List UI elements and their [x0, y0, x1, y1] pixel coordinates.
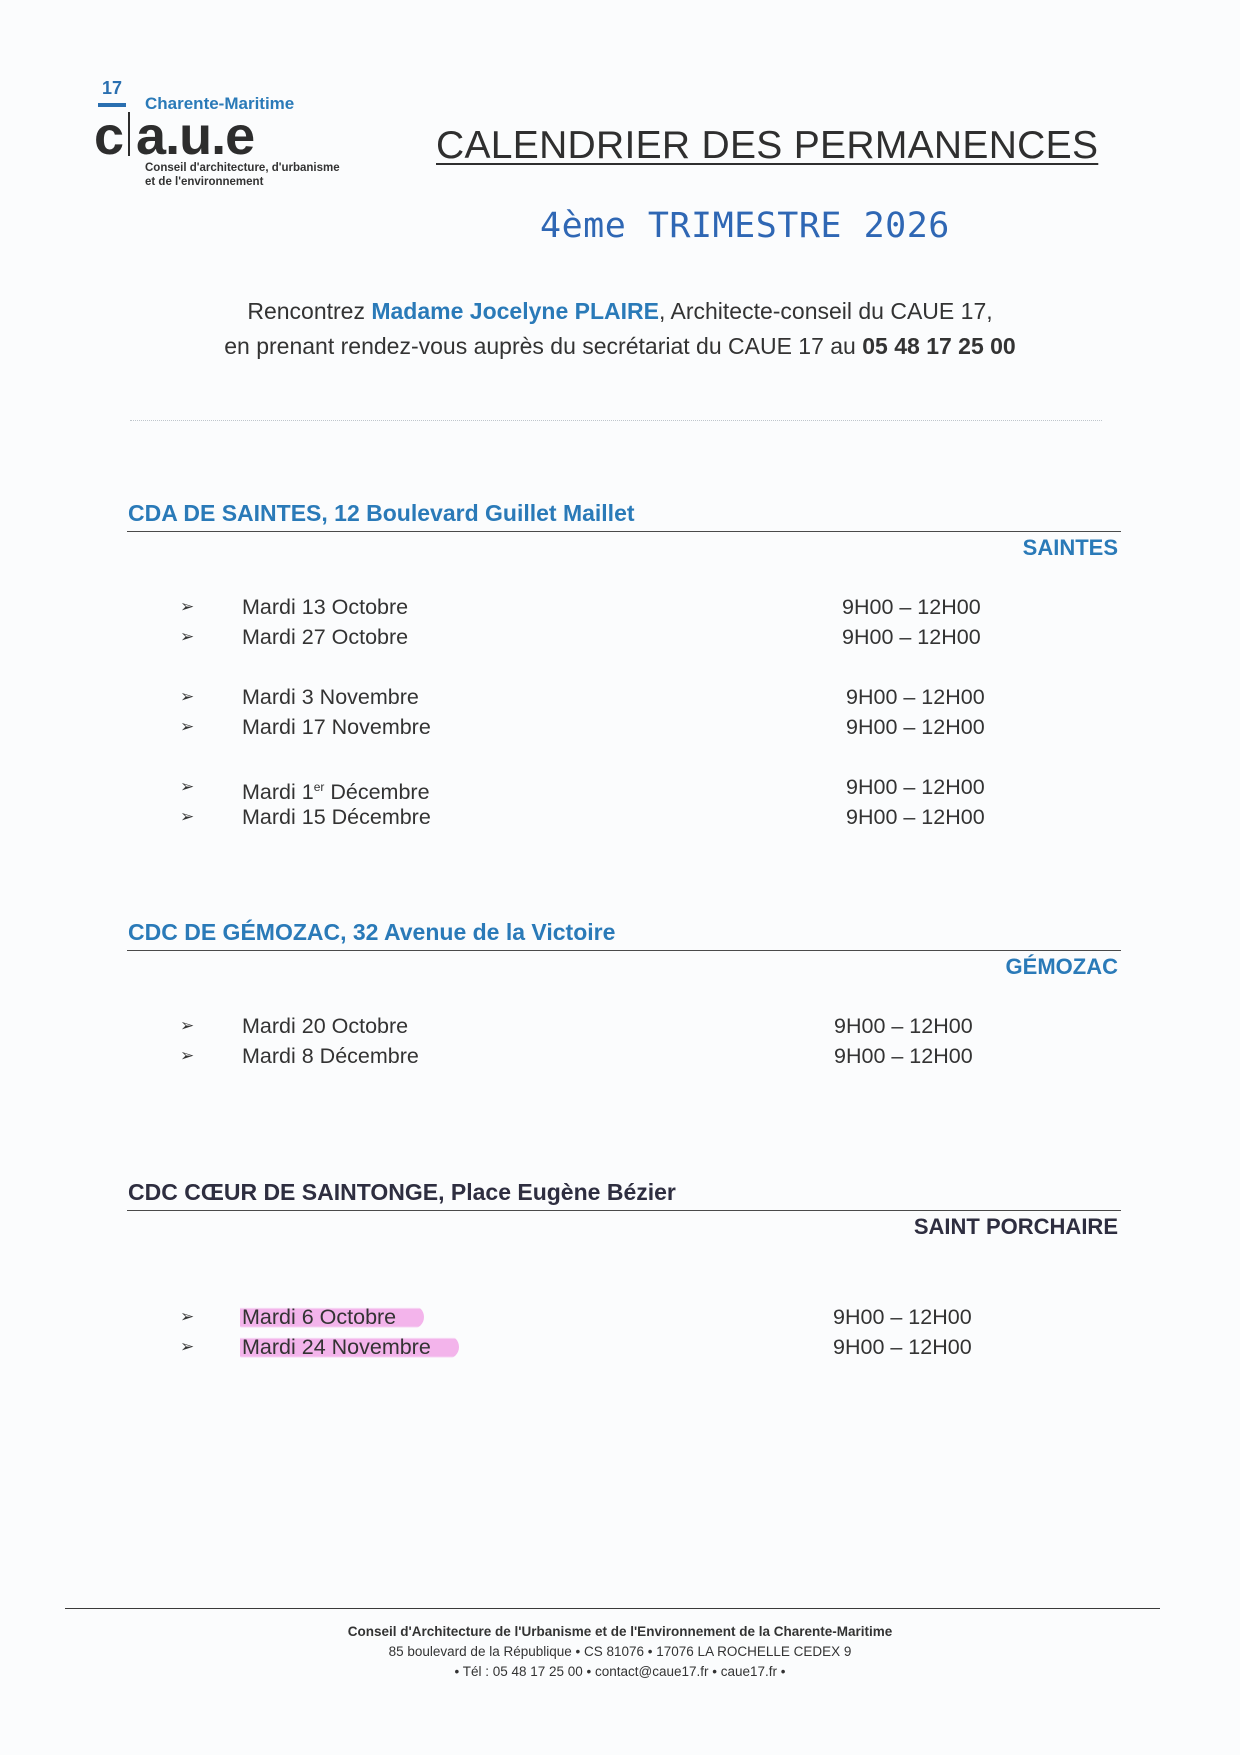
- row-time: 9H00 – 12H00: [833, 1335, 972, 1359]
- footer-rule: [65, 1608, 1160, 1609]
- row-date: Mardi 13 Octobre: [242, 595, 409, 619]
- page-subtitle: 4ème TRIMESTRE 2026: [540, 206, 950, 246]
- row-date: Mardi 27 Octobre: [242, 625, 409, 649]
- bullet-arrow-icon: ➢: [180, 1046, 195, 1065]
- intro-suffix: , Architecte-conseil du CAUE 17,: [658, 298, 993, 324]
- highlighted-date: Mardi 24 Novembre: [240, 1335, 459, 1359]
- bullet-arrow-icon: ➢: [180, 807, 195, 826]
- row-date: Mardi 8 Décembre: [242, 1044, 419, 1068]
- section-city-saintes: SAINTES: [1022, 535, 1118, 560]
- row-date: Mardi 20 Octobre: [242, 1014, 409, 1038]
- bullet-arrow-icon: ➢: [180, 597, 195, 616]
- logo-subtitle-line2: et de l'environnement: [145, 176, 264, 188]
- row-date-suffix: Décembre: [324, 780, 430, 805]
- section-title-gemozac: CDC DE GÉMOZAC, 32 Avenue de la Victoire: [128, 919, 616, 945]
- intro-line-2: [150, 329, 1090, 364]
- row-time: 9H00 – 12H00: [846, 805, 985, 829]
- section-city-saint-porchaire: SAINT PORCHAIRE: [913, 1214, 1118, 1239]
- row-time: 9H00 – 12H00: [846, 775, 985, 799]
- section-rule: [127, 1210, 1121, 1211]
- architect-name: Madame Jocelyne PLAIRE: [371, 298, 659, 324]
- logo-wordmark: [94, 106, 254, 166]
- list-item: [180, 622, 1000, 652]
- list-item: [180, 1302, 1000, 1332]
- row-time: 9H00 – 12H00: [833, 1305, 972, 1329]
- logo-separator: [128, 112, 130, 156]
- list-item: [180, 802, 1000, 832]
- section-rule: [127, 950, 1121, 951]
- footer-organisation: Conseil d'Architecture de l'Urbanisme et de l'Environnement de la Charente-Maritime: [347, 1624, 893, 1639]
- row-time: 9H00 – 12H00: [834, 1044, 973, 1068]
- intro-line-1: [150, 294, 1090, 329]
- page-title: CALENDRIER DES PERMANENCES: [436, 124, 1099, 167]
- highlighted-date: Mardi 6 Octobre: [240, 1305, 424, 1329]
- row-date: [242, 1332, 459, 1362]
- logo-letter-c: c: [94, 106, 124, 166]
- bullet-arrow-icon: ➢: [180, 627, 195, 646]
- row-date: [242, 1302, 424, 1332]
- intro-line2-prefix: en prenant rendez-vous auprès du secrétariat du CAUE 17 au: [224, 333, 863, 359]
- logo-subtitle: [145, 161, 340, 189]
- section-title-saintonge: CDC CŒUR DE SAINTONGE, Place Eugène Bézier: [128, 1179, 676, 1205]
- row-time: 9H00 – 12H00: [842, 595, 981, 619]
- list-item: [180, 1332, 1000, 1362]
- footer: [150, 1622, 1090, 1682]
- row-date: Mardi 3 Novembre: [242, 685, 419, 709]
- row-time: 9H00 – 12H00: [842, 625, 981, 649]
- divider: [130, 420, 1102, 421]
- row-date-sup: er: [313, 780, 325, 794]
- phone-number: 05 48 17 25 00: [862, 333, 1016, 359]
- bullet-arrow-icon: ➢: [180, 687, 195, 706]
- row-date: Mardi 15 Décembre: [242, 805, 431, 829]
- footer-contact: • Tél : 05 48 17 25 00 • contact@caue17.fr • caue17.fr •: [454, 1664, 786, 1679]
- logo-number: 17: [101, 78, 123, 98]
- logo-caue: a.u.e: [136, 106, 255, 166]
- logo-region: Charente-Maritime: [145, 94, 295, 113]
- list-item: [180, 682, 1000, 712]
- section-rule: [127, 531, 1121, 532]
- intro-text: [150, 294, 1090, 364]
- row-time: 9H00 – 12H00: [846, 715, 985, 739]
- bullet-arrow-icon: ➢: [180, 777, 195, 796]
- bullet-arrow-icon: ➢: [180, 1337, 195, 1356]
- list-item: [180, 1041, 1000, 1071]
- list-item: [180, 592, 1000, 622]
- list-item: [180, 1011, 1000, 1041]
- section-title-saintes: CDA DE SAINTES, 12 Boulevard Guillet Maillet: [128, 500, 635, 526]
- logo-subtitle-line1: Conseil d'architecture, d'urbanisme: [145, 162, 340, 174]
- bullet-arrow-icon: ➢: [180, 717, 195, 736]
- bullet-arrow-icon: ➢: [180, 1307, 195, 1326]
- footer-address: 85 boulevard de la République • CS 81076 • 17076 LA ROCHELLE CEDEX 9: [388, 1644, 852, 1659]
- list-item: [180, 772, 1000, 805]
- row-time: 9H00 – 12H00: [846, 685, 985, 709]
- bullet-arrow-icon: ➢: [180, 1016, 195, 1035]
- row-time: 9H00 – 12H00: [834, 1014, 973, 1038]
- row-date-prefix: Mardi 1: [242, 780, 314, 805]
- list-item: [180, 712, 1000, 742]
- intro-prefix: Rencontrez: [247, 298, 372, 324]
- section-city-gemozac: GÉMOZAC: [1005, 954, 1118, 979]
- row-date: Mardi 17 Novembre: [242, 715, 431, 739]
